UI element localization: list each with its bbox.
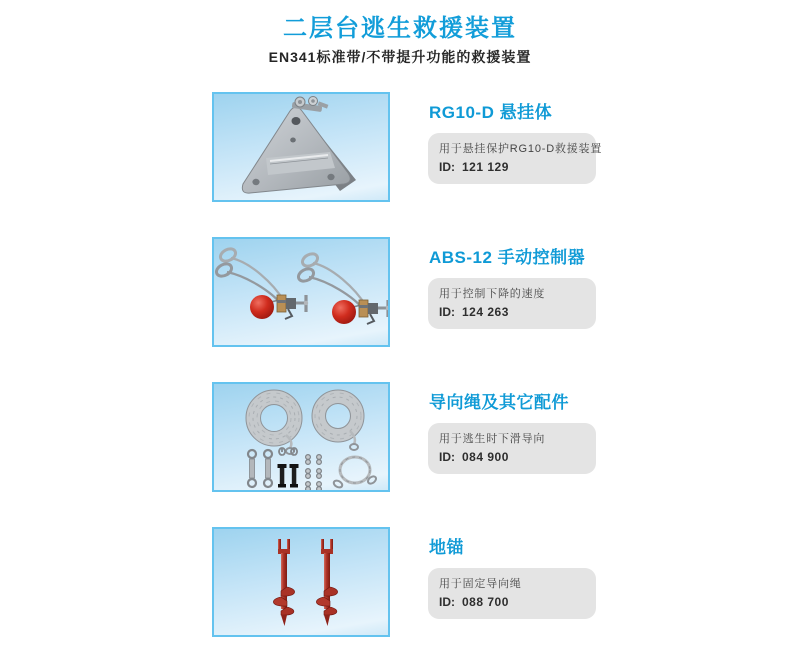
product-info-panel xyxy=(428,423,596,474)
ground-anchor-image xyxy=(214,529,388,635)
product-id xyxy=(439,449,585,466)
product-info xyxy=(428,237,596,329)
product-row-ground-anchor xyxy=(212,527,800,637)
product-info-panel xyxy=(428,568,596,619)
product-id xyxy=(439,304,585,321)
product-title: ABS-12 手动控制器 xyxy=(429,248,586,267)
product-list xyxy=(0,92,800,637)
product-id-label: ID: xyxy=(439,450,455,464)
page-header xyxy=(0,0,800,67)
product-title: 导向绳及其它配件 xyxy=(429,393,569,412)
suspension-bracket-image xyxy=(214,94,388,200)
product-photo-guide-rope-kit xyxy=(212,382,390,492)
product-description: 用于逃生时下滑导向 xyxy=(439,433,546,445)
product-id-label: ID: xyxy=(439,305,455,319)
product-row-manual-controller xyxy=(212,237,800,347)
product-photo-suspension-bracket xyxy=(212,92,390,202)
product-info-panel xyxy=(428,278,596,329)
product-id-label: ID: xyxy=(439,160,455,174)
product-photo-ground-anchor xyxy=(212,527,390,637)
product-id-value: 084 900 xyxy=(462,450,509,464)
product-id xyxy=(439,159,585,176)
product-id-value: 124 263 xyxy=(462,305,509,319)
product-title: RG10-D 悬挂体 xyxy=(429,103,553,122)
product-id xyxy=(439,594,585,611)
product-photo-manual-controller xyxy=(212,237,390,347)
manual-controller-image xyxy=(214,239,388,345)
product-info xyxy=(428,527,596,619)
product-id-value: 088 700 xyxy=(462,595,509,609)
product-row-guide-rope-kit xyxy=(212,382,800,492)
product-info-panel xyxy=(428,133,603,184)
product-description: 用于悬挂保护RG10-D救援装置 xyxy=(439,143,603,155)
product-title: 地锚 xyxy=(429,538,464,557)
product-description: 用于固定导向绳 xyxy=(439,578,522,590)
product-row-suspension-bracket xyxy=(212,92,800,202)
product-id-value: 121 129 xyxy=(462,160,509,174)
page-title: 二层台逃生救援装置 xyxy=(283,15,517,42)
guide-rope-kit-image xyxy=(214,384,388,490)
product-description: 用于控制下降的速度 xyxy=(439,288,546,300)
product-id-label: ID: xyxy=(439,595,455,609)
product-info xyxy=(428,92,603,184)
page-subtitle: EN341标准带/不带提升功能的救援装置 xyxy=(268,49,532,65)
product-info xyxy=(428,382,596,474)
